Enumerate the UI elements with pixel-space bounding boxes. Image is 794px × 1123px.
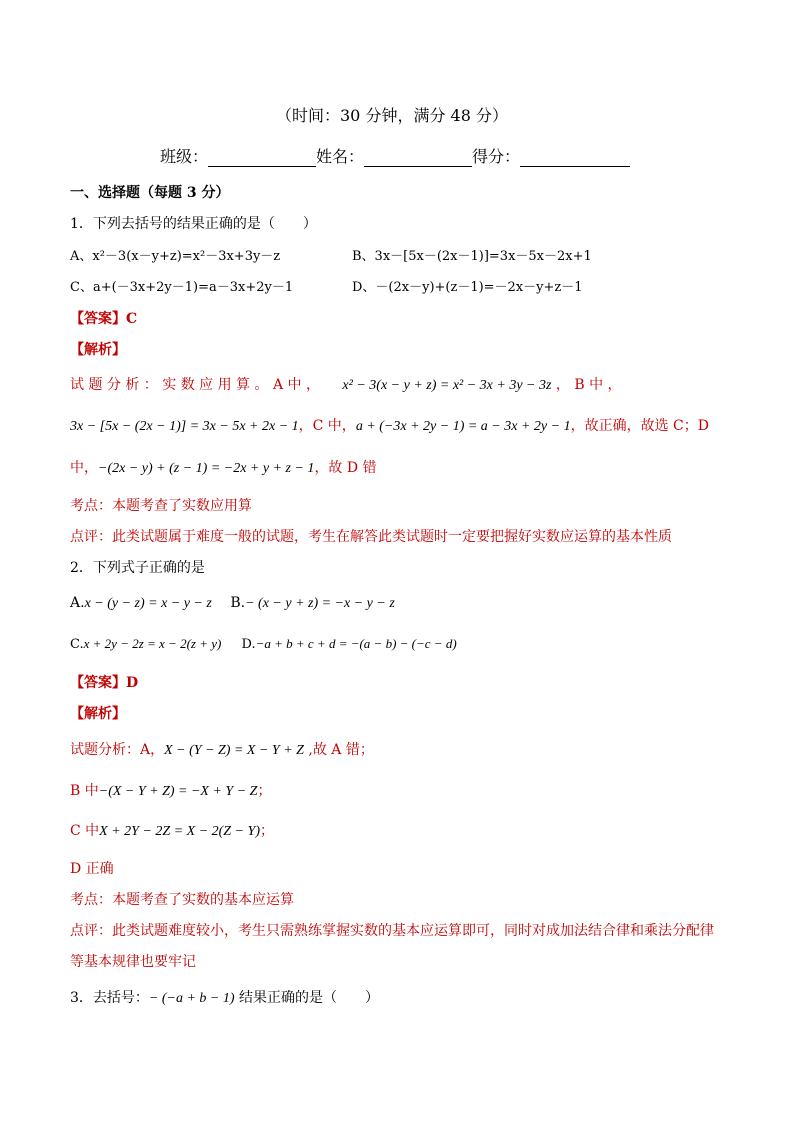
q2-option-b: − (x − y + z) = −x − y − z: [245, 596, 395, 611]
q2-an2-text2: ；: [257, 783, 272, 799]
q1-an2-equation2: a + (−3x + 2y − 1) = a − 3x + 2y − 1: [355, 419, 571, 434]
q1-an2-text1: ，C 中，: [298, 418, 356, 434]
q1-an2-text2: ，故正确，故选 C；D: [570, 418, 709, 434]
q2-analysis-line4: D 正确: [70, 861, 114, 877]
score-label: 得分：: [472, 147, 521, 166]
q2-option-c: x + 2y − 2z = x − 2(z + y): [83, 636, 222, 651]
q2-answer: 【答案】D: [70, 675, 139, 691]
q2-point: 考点：本题考查了实数的基本应运算: [70, 892, 294, 908]
q2-option-d: −a + b + c + d = −(a − b) − (−c − d): [255, 636, 457, 651]
q2-option-d-label: D.: [241, 637, 256, 652]
q2-options-ab: [70, 593, 395, 614]
q2-an3-equation: X + 2Y − 2Z = X − 2(Z − Y): [99, 824, 260, 839]
q2-option-c-label: C.: [70, 637, 84, 652]
q1-stem: 1．下列去括号的结果正确的是（ ）: [70, 216, 317, 232]
q2-an2-text: B 中: [70, 783, 99, 799]
q1-point: 考点：本题考查了实数应用算: [70, 498, 252, 514]
time-note: （时间：30 分钟，满分 48 分）: [276, 106, 508, 125]
q1-comment: 点评：此类试题属于难度一般的试题，考生在解答此类试题时一定要把握好实数应运算的基本性质: [70, 529, 672, 545]
q3-stem-text: 3．去括号：: [70, 990, 149, 1006]
q2-analysis-line1: [70, 740, 374, 761]
score-blank: [520, 148, 630, 167]
q1-an2-equation1: 3x − [5x − (2x − 1)] = 3x − 5x + 2x − 1: [70, 419, 299, 434]
q1-an3-text1: 中，: [70, 460, 98, 476]
q1-an1-text: 试 题 分 析 ： 实 数 应 用 算 。 A 中 ，: [70, 377, 320, 393]
q1-option-a: A、x²－3(x－y+z)=x²－3x+3y－z: [70, 249, 281, 264]
q2-an1-text: 试题分析：A，: [70, 742, 165, 758]
q2-options-cd: [70, 634, 457, 655]
q2-an3-text: C 中: [70, 823, 100, 839]
class-label: 班级：: [160, 147, 209, 166]
q1-an3-text2: ，故 D 错: [314, 460, 377, 476]
q2-option-a-label: A.: [70, 595, 85, 611]
q1-option-b: B、3x－[5x－(2x－1)]=3x－5x－2x+1: [352, 249, 592, 264]
q1-option-d: D、－(2x－y)+(z－1)=－2x－y+z－1: [352, 280, 583, 295]
q2-comment-line1: 点评：此类试题难度较小，考生只需熟练掌握实数的基本应运算即可，同时对成加法结合律和乘法分配律: [70, 923, 714, 939]
name-blank: [364, 148, 472, 167]
info-line: [160, 147, 630, 167]
q1-option-c: C、a+(－3x+2y－1)=a－3x+2y－1: [70, 280, 294, 295]
q2-an2-equation: −(X − Y + Z) = −X + Y − Z: [98, 784, 258, 799]
q1-analysis-line2: [70, 416, 709, 437]
q2-an1-text2: ,故 A 错；: [303, 742, 374, 758]
q1-analysis-line1: [70, 375, 723, 396]
q2-an1-equation: X − (Y − Z) = X − Y + Z: [164, 743, 304, 758]
q3-stem-equation: − (−a + b − 1): [148, 991, 235, 1006]
q1-an1-equation: x² − 3(x − y + z) = x² − 3x + 3y − 3z: [342, 378, 552, 393]
name-label: 姓名：: [316, 147, 365, 166]
q2-analysis-line3: [70, 821, 274, 842]
q1-answer: 【答案】C: [70, 311, 138, 327]
q2-an3-text2: ；: [259, 823, 274, 839]
q2-analysis-line2: [70, 781, 271, 802]
q2-option-a: x − (y − z) = x − y − z: [84, 596, 212, 611]
q2-analysis-label: 【解析】: [70, 706, 126, 722]
q3-stem: [70, 988, 379, 1009]
q1-an1-text2: ， B 中 ，: [555, 377, 622, 393]
class-blank: [208, 148, 316, 167]
q1-an3-equation: −(2x − y) + (z − 1) = −2x + y + z − 1: [98, 461, 315, 476]
q1-analysis-line3: [70, 458, 377, 479]
q1-analysis-label: 【解析】: [70, 342, 126, 358]
q2-stem: 2．下列式子正确的是: [70, 560, 205, 576]
q2-option-b-label: B.: [230, 595, 246, 611]
q3-stem-text2: 结果正确的是（ ）: [234, 990, 379, 1006]
section-title: 一、选择题（每题 3 分）: [70, 185, 230, 201]
q2-comment-line2: 等基本规律也要牢记: [70, 954, 196, 970]
